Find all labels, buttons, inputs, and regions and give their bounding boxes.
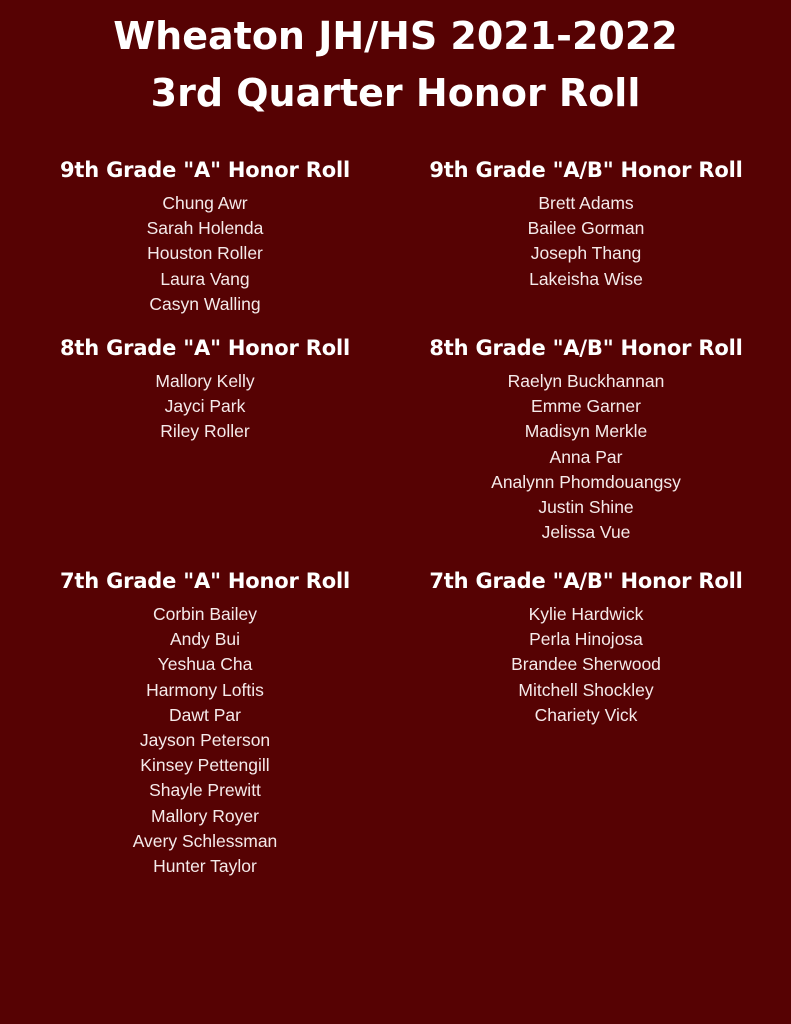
honor-roll-name: Justin Shine (538, 496, 634, 517)
honor-roll-name: Kylie Hardwick (528, 604, 644, 624)
name-list (406, 369, 766, 545)
name-list (25, 369, 385, 445)
section-7th-grade-ab (406, 568, 766, 728)
honor-roll-name: Brett Adams (538, 193, 634, 213)
honor-roll-name: Mallory Kelly (155, 371, 255, 391)
honor-roll-name: Casyn Walling (149, 293, 261, 314)
section-heading: 7th Grade "A/B" Honor Roll (429, 569, 743, 593)
honor-roll-name: Sarah Holenda (146, 218, 264, 239)
honor-roll-name: Perla Hinojosa (529, 629, 643, 650)
section-8th-grade-a (25, 335, 385, 445)
honor-roll-name: Houston Roller (147, 243, 263, 264)
honor-roll-name: Andy Bui (169, 629, 241, 650)
honor-roll-name: Analynn Phomdouangsy (491, 471, 681, 492)
honor-roll-name: Emme Garner (531, 396, 641, 417)
honor-roll-name: Bailee Gorman (527, 218, 645, 239)
honor-roll-name: Chariety Vick (534, 704, 638, 725)
page-title-school: Wheaton JH/HS 2021-2022 (113, 14, 678, 58)
honor-roll-name: Riley Roller (160, 421, 250, 442)
name-list (406, 191, 766, 292)
honor-roll-name: Brandee Sherwood (511, 654, 661, 675)
honor-roll-name: Harmony Loftis (146, 679, 264, 700)
section-9th-grade-ab (406, 157, 766, 292)
honor-roll-name: Madisyn Merkle (524, 421, 648, 442)
honor-roll-name: Anna Par (549, 446, 623, 467)
honor-roll-name: Laura Vang (160, 268, 250, 289)
section-heading: 9th Grade "A" Honor Roll (60, 158, 350, 182)
honor-roll-name: Jelissa Vue (541, 522, 631, 543)
honor-roll-name: Mitchell Shockley (518, 679, 654, 700)
honor-roll-name: Chung Awr (162, 193, 248, 213)
name-list (25, 602, 385, 879)
section-7th-grade-a (25, 568, 385, 879)
section-8th-grade-ab (406, 335, 766, 545)
honor-roll-name: Avery Schlessman (132, 830, 278, 851)
section-heading: 8th Grade "A" Honor Roll (60, 336, 350, 360)
honor-roll-name: Jayson Peterson (139, 729, 271, 750)
honor-roll-name: Jayci Park (164, 396, 246, 417)
honor-roll-name: Lakeisha Wise (529, 268, 643, 289)
honor-roll-name: Raelyn Buckhannan (507, 371, 665, 391)
honor-roll-name: Hunter Taylor (153, 855, 257, 876)
honor-roll-name: Mallory Royer (151, 805, 259, 826)
name-list (406, 602, 766, 728)
honor-roll-name: Corbin Bailey (152, 604, 258, 624)
section-heading: 9th Grade "A/B" Honor Roll (429, 158, 743, 182)
section-heading: 7th Grade "A" Honor Roll (60, 569, 350, 593)
page-title-quarter: 3rd Quarter Honor Roll (150, 71, 641, 115)
name-list (25, 191, 385, 317)
honor-roll-name: Kinsey Pettengill (140, 755, 270, 776)
honor-roll-name: Yeshua Cha (157, 654, 253, 675)
section-heading: 8th Grade "A/B" Honor Roll (429, 336, 743, 360)
section-9th-grade-a (25, 157, 385, 317)
honor-roll-name: Dawt Par (169, 704, 241, 725)
honor-roll-name: Shayle Prewitt (149, 780, 261, 801)
honor-roll-name: Joseph Thang (530, 243, 642, 264)
